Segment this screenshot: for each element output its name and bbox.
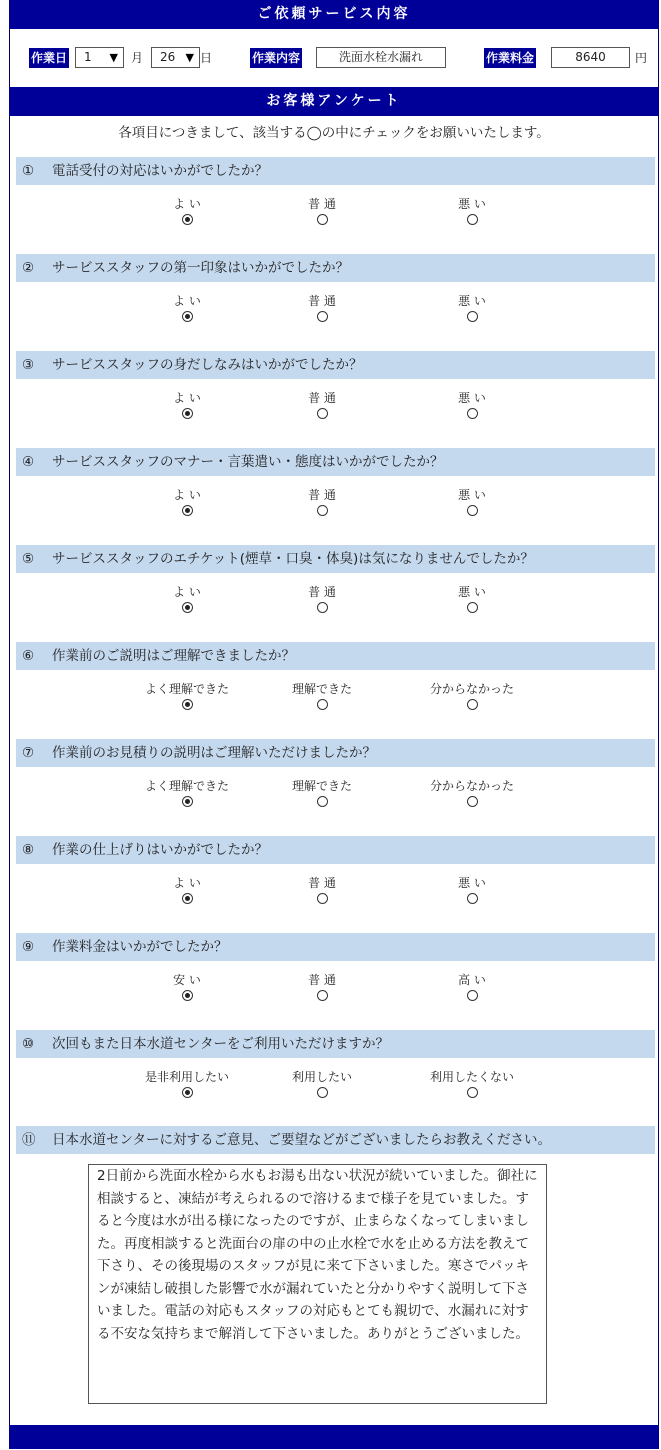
question-text: 電話受付の対応はいかがでしたか？: [52, 163, 268, 179]
question-text: サービススタッフのエチケット(煙草・口臭・体臭)は気になりませんでしたか？: [52, 551, 534, 567]
radio-button[interactable]: [467, 990, 478, 1001]
radio-button[interactable]: [182, 214, 193, 225]
radio-button[interactable]: [182, 311, 193, 322]
day-select[interactable]: [151, 47, 200, 68]
option-label: 高 い: [458, 973, 486, 987]
question-text: サービススタッフの身だしなみはいかがでしたか？: [52, 357, 363, 373]
option-label: よ い: [173, 488, 201, 502]
question-text: 作業の仕上げりはいかがでしたか？: [52, 842, 268, 858]
question-number: ①: [22, 163, 35, 179]
question-2-option-2[interactable]: [262, 294, 382, 322]
radio-button[interactable]: [317, 505, 328, 516]
question-text: 次回もまた日本水道センターをご利用いただけますか？: [52, 1036, 389, 1052]
radio-button[interactable]: [182, 893, 193, 904]
option-label: よ い: [173, 294, 201, 308]
question-number: ④: [22, 454, 35, 470]
radio-button[interactable]: [467, 214, 478, 225]
option-label: 理解できた: [291, 779, 352, 793]
option-label: 悪 い: [458, 488, 486, 502]
question-8-option-2[interactable]: [262, 876, 382, 904]
option-label: 悪 い: [458, 197, 486, 211]
option-label: 是非利用したい: [144, 1070, 229, 1084]
service-header: ご依頼サービス内容: [9, 0, 659, 29]
radio-button[interactable]: [182, 796, 193, 807]
question-10-option-2[interactable]: [262, 1070, 382, 1098]
option-label: 普 通: [308, 973, 336, 987]
question-text: 作業前のご説明はご理解できましたか？: [52, 648, 295, 664]
option-label: 普 通: [308, 488, 336, 502]
question-number: ⑥: [22, 648, 35, 664]
question-7-bar: [16, 739, 655, 767]
question-6-bar: [16, 642, 655, 670]
radio-button[interactable]: [317, 214, 328, 225]
question-1-option-2[interactable]: [262, 197, 382, 225]
question-8-option-1[interactable]: [127, 876, 247, 904]
option-label: よく理解できた: [144, 682, 229, 696]
question-3-bar: [16, 351, 655, 379]
question-text: 日本水道センターに対するご意見、ご要望などがございましたらお教えください。: [52, 1132, 551, 1148]
question-text: 作業前のお見積りの説明はご理解いただけましたか？: [52, 745, 376, 761]
radio-button[interactable]: [317, 796, 328, 807]
option-label: 安 い: [173, 973, 201, 987]
question-9-option-3[interactable]: [412, 973, 532, 1001]
radio-button[interactable]: [317, 990, 328, 1001]
radio-button[interactable]: [317, 1087, 328, 1098]
month-value: 1: [84, 50, 92, 64]
radio-button[interactable]: [317, 311, 328, 322]
question-6-option-3[interactable]: [412, 682, 532, 710]
survey-header: お客様アンケート: [9, 87, 659, 116]
question-6-option-2[interactable]: [262, 682, 382, 710]
option-label: よく理解できた: [144, 779, 229, 793]
option-label: 普 通: [308, 197, 336, 211]
day-unit: 日: [200, 51, 213, 65]
work-fee-field[interactable]: 8640: [551, 47, 630, 68]
question-10-option-3[interactable]: [412, 1070, 532, 1098]
question-4-option-3[interactable]: [412, 488, 532, 516]
question-number: ②: [22, 260, 35, 276]
option-label: 理解できた: [291, 682, 352, 696]
radio-button[interactable]: [467, 796, 478, 807]
radio-button[interactable]: [182, 699, 193, 710]
radio-button[interactable]: [467, 311, 478, 322]
question-11-bar: [16, 1126, 655, 1154]
fee-unit: 円: [635, 51, 648, 65]
question-1-bar: [16, 157, 655, 185]
question-number: ⑧: [22, 842, 35, 858]
radio-button[interactable]: [317, 408, 328, 419]
question-9-option-2[interactable]: [262, 973, 382, 1001]
month-unit: 月: [131, 51, 144, 65]
work-content-label: 作業内容: [250, 48, 302, 68]
work-fee-label: 作業料金: [484, 48, 536, 68]
option-label: 普 通: [308, 294, 336, 308]
question-7-option-2[interactable]: [262, 779, 382, 807]
option-label: よ い: [173, 197, 201, 211]
question-5-option-1[interactable]: [127, 585, 247, 613]
question-2-option-1[interactable]: [127, 294, 247, 322]
chevron-down-icon: ▼: [109, 51, 118, 64]
question-6-option-1[interactable]: [127, 682, 247, 710]
question-text: サービススタッフのマナー・言葉遣い・態度はいかがでしたか？: [52, 454, 444, 470]
question-1-option-1[interactable]: [127, 197, 247, 225]
question-10-option-1[interactable]: [127, 1070, 247, 1098]
question-4-option-1[interactable]: [127, 488, 247, 516]
radio-button[interactable]: [182, 602, 193, 613]
question-7-option-3[interactable]: [412, 779, 532, 807]
question-number: ⑩: [22, 1036, 35, 1052]
day-value: 26: [160, 50, 176, 64]
footer-bar: [9, 1425, 659, 1449]
option-label: 悪 い: [458, 876, 486, 890]
radio-button[interactable]: [467, 408, 478, 419]
question-number: ⑨: [22, 939, 35, 955]
option-label: 悪 い: [458, 294, 486, 308]
question-5-bar: [16, 545, 655, 573]
radio-button[interactable]: [467, 699, 478, 710]
option-label: 普 通: [308, 876, 336, 890]
radio-button[interactable]: [317, 699, 328, 710]
comment-textarea[interactable]: 2日前から洗面水栓から水もお湯も出ない状況が続いていました。御社に相談すると、凍結が考えられるので溶けるまで様子を見ていました。すると今度は水が出る様になったのですが、止まらなくなってしまいました。再度相談すると洗面台の扉の中の止水栓で水を止める方法を教えて下さり、その後現場のスタッフが見に来て下さいました。寒さでパッキンが凍結し破損した影響で水が漏れていたと分かりやすく説明して下さいました。電話の対応もスタッフの対応もとても親切で、水漏れに対する不安な気持ちまで解消して下さいました。ありがとうございました。: [88, 1164, 547, 1404]
work-date-label: 作業日: [29, 48, 69, 68]
question-3-option-3[interactable]: [412, 391, 532, 419]
option-label: 利用したい: [291, 1070, 352, 1084]
question-number: ⑤: [22, 551, 35, 567]
question-4-bar: [16, 448, 655, 476]
radio-button[interactable]: [182, 505, 193, 516]
radio-button[interactable]: [182, 1087, 193, 1098]
option-label: 普 通: [308, 585, 336, 599]
question-number: ⑪: [22, 1132, 36, 1148]
question-2-bar: [16, 254, 655, 282]
question-3-option-1[interactable]: [127, 391, 247, 419]
question-9-bar: [16, 933, 655, 961]
chevron-down-icon: ▼: [185, 51, 194, 64]
question-5-option-2[interactable]: [262, 585, 382, 613]
radio-button[interactable]: [467, 893, 478, 904]
month-select[interactable]: [75, 47, 124, 68]
option-label: よ い: [173, 876, 201, 890]
option-label: 悪 い: [458, 585, 486, 599]
option-label: 悪 い: [458, 391, 486, 405]
work-content-field[interactable]: 洗面水栓水漏れ: [316, 47, 446, 68]
option-label: 分からなかった: [429, 682, 514, 696]
option-label: 分からなかった: [429, 779, 514, 793]
radio-button[interactable]: [467, 602, 478, 613]
question-8-option-3[interactable]: [412, 876, 532, 904]
question-2-option-3[interactable]: [412, 294, 532, 322]
option-label: 普 通: [308, 391, 336, 405]
radio-button[interactable]: [182, 408, 193, 419]
radio-button[interactable]: [317, 602, 328, 613]
question-10-bar: [16, 1030, 655, 1058]
question-3-option-2[interactable]: [262, 391, 382, 419]
option-label: 利用したくない: [429, 1070, 514, 1084]
question-4-option-2[interactable]: [262, 488, 382, 516]
radio-button[interactable]: [182, 990, 193, 1001]
radio-button[interactable]: [467, 1087, 478, 1098]
question-number: ⑦: [22, 745, 35, 761]
question-5-option-3[interactable]: [412, 585, 532, 613]
question-7-option-1[interactable]: [127, 779, 247, 807]
option-label: よ い: [173, 585, 201, 599]
question-text: サービススタッフの第一印象はいかがでしたか？: [52, 260, 349, 276]
question-1-option-3[interactable]: [412, 197, 532, 225]
question-text: 作業料金はいかがでしたか？: [52, 939, 228, 955]
radio-button[interactable]: [317, 893, 328, 904]
survey-instruction: 各項目につきまして、該当する◯の中にチェックをお願いいたします。: [118, 125, 550, 141]
question-number: ③: [22, 357, 35, 373]
question-9-option-1[interactable]: [127, 973, 247, 1001]
radio-button[interactable]: [467, 505, 478, 516]
question-8-bar: [16, 836, 655, 864]
option-label: よ い: [173, 391, 201, 405]
